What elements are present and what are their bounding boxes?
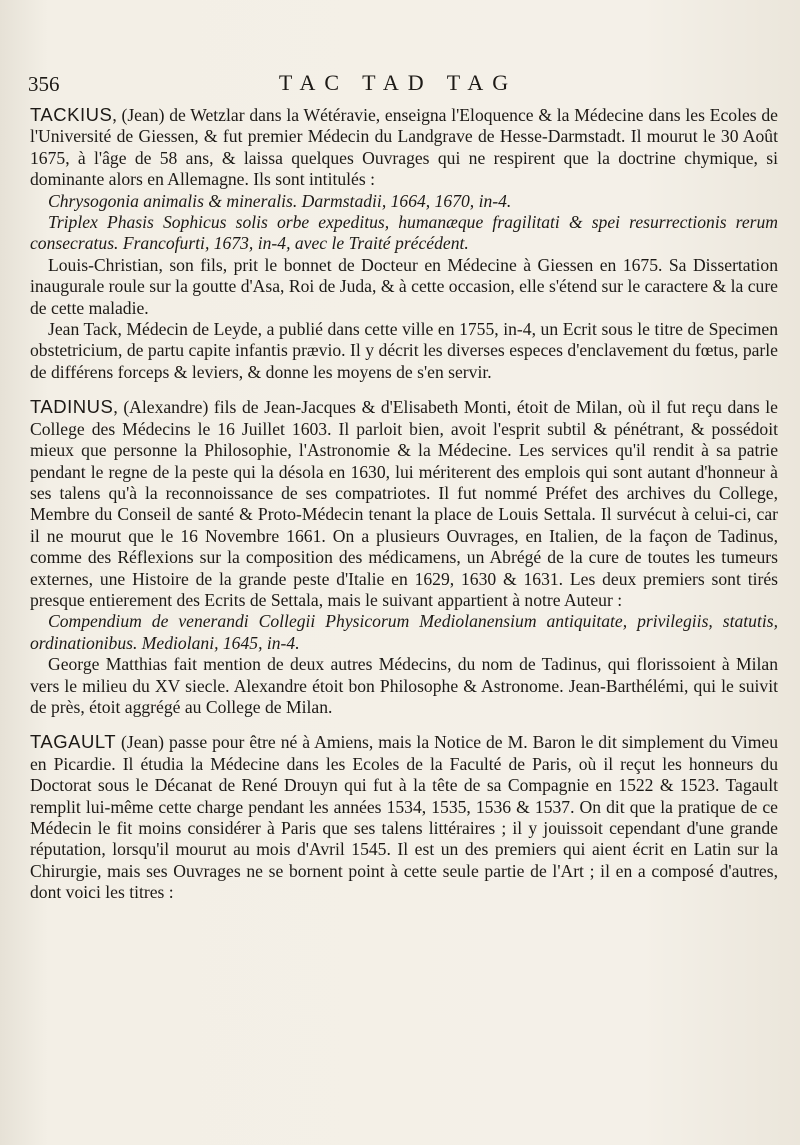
main-text [30, 104, 778, 917]
entry-tadinus [30, 396, 778, 718]
entry-headword: TAGAULT [30, 731, 117, 753]
entry-paragraph: TACKIUS, (Jean) de Wetzlar dans la Wétéravie, enseigna l'Eloquence & la Médecine dans les Ecoles de l'Université de Giessen, & fut premier Médecin du Landgrave de Hesse-Darmstadt. Il mourut le 30 Août 1675, à l'âge de 58 ans, & laissa quelques Ouvrages qui ne respirent que la doctrine chymique, si dominante alors en Allemagne. Ils sont intitulés : [30, 104, 778, 190]
entry-paragraph: George Matthias fait mention de deux autres Médecins, du nom de Tadinus, qui florissoient à Milan vers le milieu du XV siecle. Alexandre étoit bon Philosophe & Astronome. Jean-Barthélémi, qui le suivit de près, étoit aggrégé au College de Milan. [30, 654, 778, 717]
page-number: 356 [28, 72, 60, 96]
entry-paragraph: TAGAULT (Jean) passe pour être né à Amiens, mais la Notice de M. Baron le dit simplement du Vimeu en Picardie. Il étudia la Médecine dans les Ecoles de la Faculté de Paris, où il reçut les honneurs du Doctorat sous le Décanat de René Drouyn qui fut à la tête de sa Compagnie en 1522 & 1523. Tagault remplit lui-même cette charge pendant les années 1534, 1535, 1536 & 1537. On dit que la pratique de ce Médecin le fit moins considérer à Paris que ses talens littéraires ; il y jouissoit cependant d'une grande réputation, lorsqu'il mourut au mois d'Avril 1545. Il est un des premiers qui aient écrit en Latin sur la Chirurgie, mais ses Ouvrages ne se bornent point à cette seule partie de l'Art ; il en a composé d'autres, dont voici les titres : [30, 731, 778, 903]
entry-headword: TADINUS [30, 396, 114, 418]
running-head: TAC TAD TAG [278, 70, 518, 95]
entry-headword: TACKIUS [30, 104, 113, 125]
entry-tagault [30, 731, 778, 903]
page-header [28, 70, 768, 100]
entry-paragraph: TADINUS, (Alexandre) fils de Jean-Jacques & d'Elisabeth Monti, étoit de Milan, où il fut reçu dans le College des Médecins le 16 Juillet 1603. Il parloit bien, avoit l'esprit subtil & pénétrant, & possédoit mieux que personne la Philosophie, l'Astronomie & la Médecine. Les services qu'il rendit à sa patrie pendant le regne de la peste qui la désola en 1630, lui mériterent des emplois qui sont autant d'honneur à ses talens qu'à la reconnoissance de ses compatriotes. Il fut nommé Préfet des archives du College, Membre du Conseil de santé & Proto-Médecin tenant la place de Louis Settala. Il survécut à celui-ci, car il ne mourut que le 16 Novembre 1661. On a plusieurs Ouvrages, en Italien, de la façon de Tadinus, comme des Réflexions sur la composition des médicamens, un Abrégé de la cure de toutes les tumeurs externes, une Histoire de la grande peste d'Italie en 1629, 1630 & 1631. Les deux premiers sont tirés presque entierement des Ecrits de Settala, mais le suivant appartient à notre Auteur : [30, 396, 778, 610]
work-title: Triplex Phasis Sophicus solis orbe expeditus, humanæque fragilitati & spei resurrectionis rerum consecratus. Francofurti, 1673, in-4, avec le Traité précédent. [30, 212, 778, 254]
entry-paragraph: Louis-Christian, son fils, prit le bonnet de Docteur en Médecine à Giessen en 1675. Sa Dissertation inaugurale roule sur la goutte d'Asa, Roi de Juda, & à cette occasion, elle s'étend sur le caractere & la cure de cette maladie. [30, 254, 778, 318]
entry-tackius [30, 104, 778, 383]
work-title: Chrysogonia animalis & mineralis. Darmstadii, 1664, 1670, in-4. [48, 190, 512, 211]
entry-paragraph: Jean Tack, Médecin de Leyde, a publié dans cette ville en 1755, in-4, un Ecrit sous le titre de Specimen obstetricium, de partu capite infantis prævio. Il y décrit les diverses especes d'enclavement du fœtus, parle de différens forceps & leviers, & donne les moyens de s'en servir. [30, 319, 778, 382]
work-title: Compendium de venerandi Collegii Physicorum Mediolanensium antiquitate, privilegiis, statutis, ordinationibus. Mediolani, 1645, in-4. [30, 611, 778, 653]
